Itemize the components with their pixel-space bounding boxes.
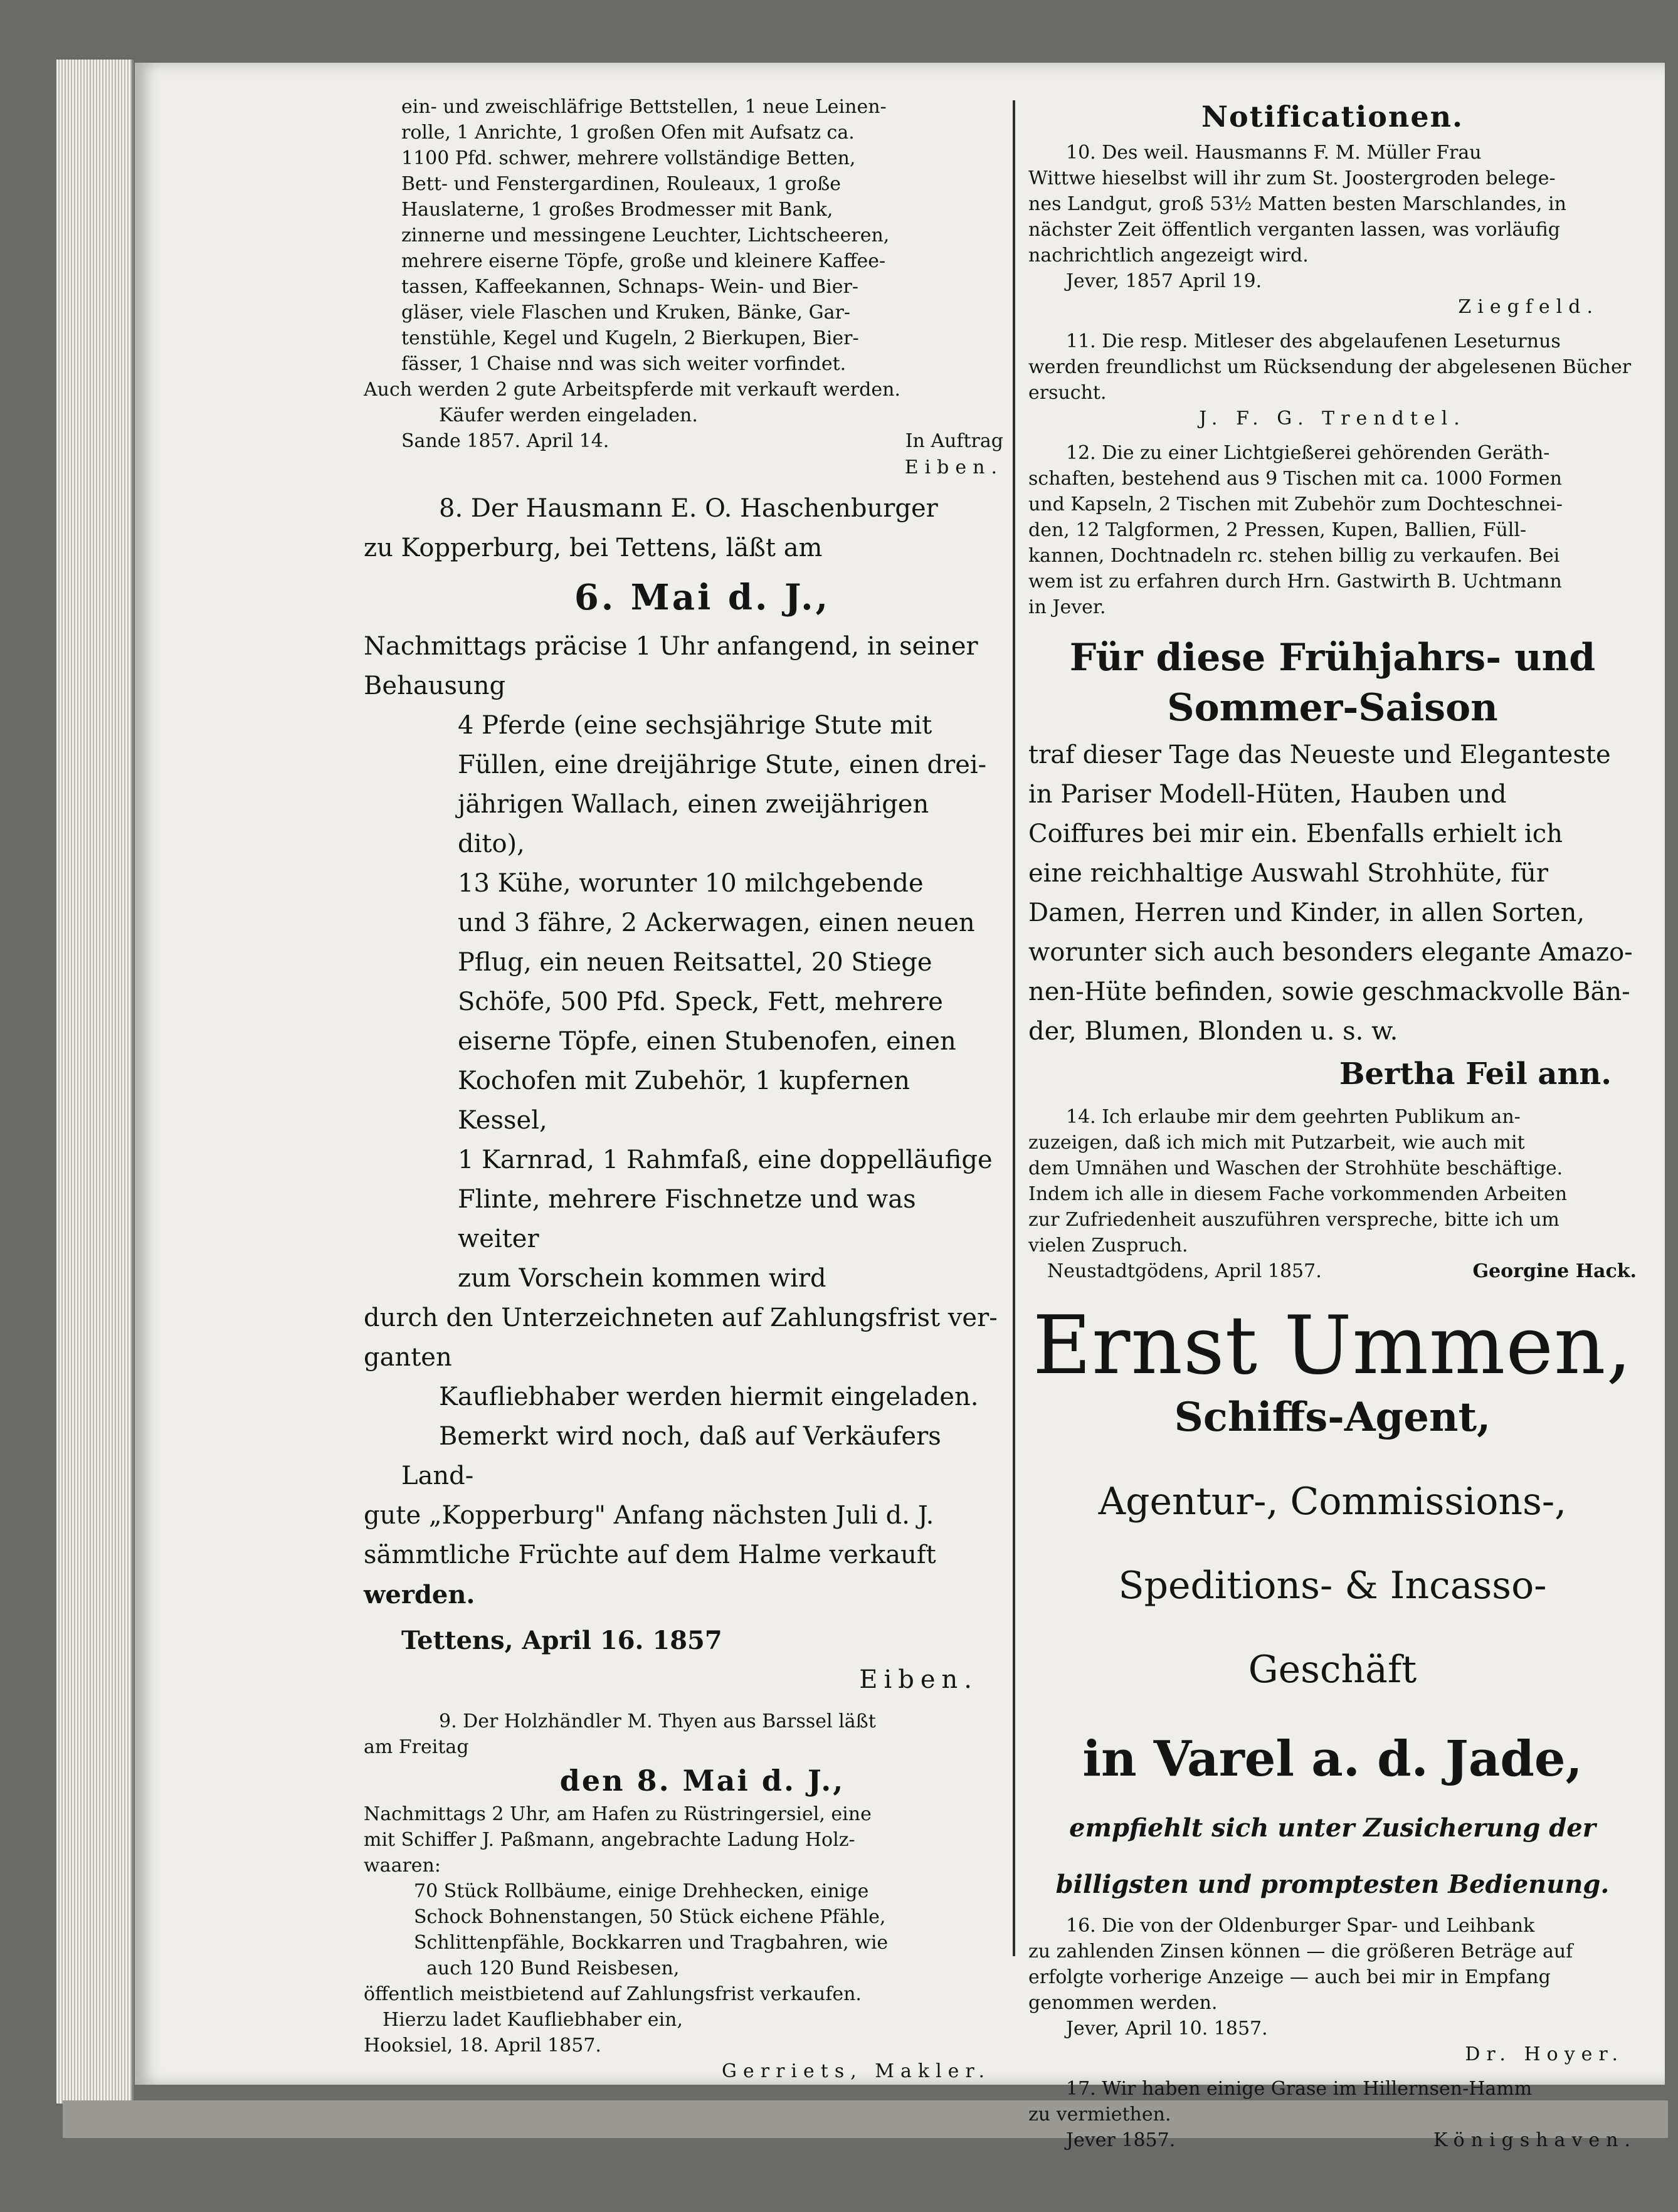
ad-intro: am Freitag — [364, 1736, 469, 1758]
ad-9 — [364, 1709, 1003, 2084]
text-line: ersucht. — [1028, 382, 1107, 404]
item-line: Schlittenpfähle, Bockkarren und Tragbahren, wie — [414, 1932, 889, 1954]
text-line: Wittwe hieselbst will ihr zum St. Joostergroden belege- — [1028, 167, 1556, 189]
ad-11 — [1028, 329, 1637, 431]
text-line: erfolgte vorherige Anzeige — auch bei mir in Empfang — [1028, 1966, 1551, 1988]
text-line: worunter sich auch besonders elegante Amazo- — [1028, 938, 1633, 967]
item-line: 1 Karnrad, 1 Rahmfaß, eine doppelläufige — [458, 1146, 993, 1174]
ad-14 — [1028, 1104, 1637, 1285]
place-date: Jever, 1857 April 19. — [1066, 270, 1262, 292]
text-line: werden freundlichst um Rücksendung der abgelesenen Bücher — [1028, 356, 1632, 378]
ad-16 — [1028, 1913, 1637, 2067]
services-line: Speditions- & Incasso- — [1118, 1564, 1547, 1608]
signature: Eiben. — [904, 456, 1003, 478]
text-line: tenstühle, Kegel und Kugeln, 2 Bierkupen, Bier- — [401, 327, 859, 349]
text-line: ein- und zweischläfrige Bettstellen, 1 neue Leinen- — [401, 96, 887, 118]
ad-17 — [1028, 2076, 1637, 2154]
text-line: 1100 Pfd. schwer, mehrere vollständige Betten, — [401, 147, 856, 169]
item-line: Pflug, ein neuen Reitsattel, 20 Stiege — [458, 948, 932, 977]
text-line: nächster Zeit öffentlich verganten lassen, was vorläufig — [1028, 219, 1560, 241]
text-line: zinnerne und messingene Leuchter, Lichtscheeren, — [401, 224, 890, 246]
text-line: zu zahlenden Zinsen können — die größeren Beträge auf — [1028, 1941, 1573, 1962]
place-date: Jever 1857. — [1066, 2129, 1176, 2151]
item-line: Schöfe, 500 Pfd. Speck, Fett, mehrere — [458, 988, 943, 1016]
ad-7-body — [364, 94, 1003, 480]
item-line: 13 Kühe, worunter 10 milchgebende — [458, 869, 924, 898]
place-date: Neustadtgödens, April 1857. — [1047, 1260, 1322, 1282]
signature: Gerriets, Makler. — [722, 2060, 991, 2082]
tagline: billigsten und promptesten Bedienung. — [1055, 1870, 1610, 1899]
invite-line: Kaufliebhaber werden hiermit eingeladen. — [439, 1382, 979, 1411]
company-role: Schiffs-Agent, — [1174, 1394, 1491, 1441]
note-line: Bemerkt wird noch, daß auf Verkäufers Land- — [401, 1422, 941, 1490]
text-line: vielen Zuspruch. — [1028, 1235, 1188, 1256]
auction-time: Nachmittags präcise 1 Uhr anfangend, in seiner — [364, 632, 978, 661]
text-line: genommen werden. — [1028, 1992, 1218, 2014]
item-line: 4 Pferde (eine sechsjährige Stute mit — [458, 711, 932, 740]
services-line: Agentur-, Commissions-, — [1098, 1480, 1567, 1524]
signature: Königshaven. — [1433, 2129, 1637, 2151]
auction-date: 6. Mai d. J., — [574, 577, 831, 618]
text-line: 17. Wir haben einige Grase im Hillernsen-Hamm — [1066, 2078, 1533, 2100]
text-line: den, 12 Talgformen, 2 Pressen, Kupen, Ballien, Füll- — [1028, 519, 1527, 541]
invite-line: Hierzu ladet Kaufliebhaber ein, — [383, 2009, 683, 2031]
ad-intro: zu Kopperburg, bei Tettens, läßt am — [364, 534, 823, 562]
sale-terms: öffentlich meistbietend auf Zahlungsfrist verkaufen. — [364, 1983, 862, 2005]
text-line: Auch werden 2 gute Arbeitspferde mit verkauft werden. — [364, 379, 900, 401]
text-line: zur Zufriedenheit auszuführen verspreche, bitte ich um — [1028, 1209, 1559, 1231]
signature: Dr. Hoyer. — [1465, 2043, 1624, 2065]
text-line: wem ist zu erfahren durch Hrn. Gastwirth B. Uchtmann — [1028, 571, 1562, 592]
item-line: Schock Bohnenstangen, 50 Stück eichene Pfähle, — [414, 1906, 886, 1928]
text-line: traf dieser Tage das Neueste und Eleganteste — [1028, 740, 1611, 769]
place-date-row — [401, 428, 1003, 455]
ad-headline: Für diese Frühjahrs- und — [1069, 636, 1596, 680]
text-line: nen-Hüte befinden, sowie geschmackvolle Bän- — [1028, 977, 1630, 1006]
left-column — [364, 94, 1003, 2084]
text-line: mehrere eiserne Töpfe, große und kleinere Kaffee- — [401, 250, 886, 272]
signature: Eiben. — [859, 1665, 978, 1694]
text-line: Nachmittags 2 Uhr, am Hafen zu Rüstringersiel, eine — [364, 1803, 872, 1825]
signature: Ziegfeld. — [1458, 296, 1599, 318]
item-line: Füllen, eine dreijährige Stute, einen drei- — [458, 750, 987, 779]
item-line: Flinte, mehrere Fischnetze und was weiter — [458, 1185, 916, 1253]
text-line: gläser, viele Flaschen und Kruken, Bänke, Gar- — [401, 302, 850, 324]
text-line: zu vermiethen. — [1028, 2104, 1171, 2125]
signature: Georgine Hack. — [1472, 1260, 1637, 1282]
item-line: Kochofen mit Zubehör, 1 kupfernen Kessel, — [458, 1066, 910, 1135]
text-line: fässer, 1 Chaise nnd was sich weiter vorfindet. — [401, 353, 847, 375]
auftrag-label: In Auftrag — [905, 430, 1003, 452]
text-line: eine reichhaltige Auswahl Strohhüte, für — [1028, 859, 1548, 888]
note-line: sämmtliche Früchte auf dem Halme verkauft — [364, 1540, 936, 1569]
item-line: jährigen Wallach, einen zweijährigen dito), — [458, 790, 929, 858]
section-heading: Notificationen. — [1201, 100, 1464, 134]
text-line: in Jever. — [1028, 596, 1106, 618]
company-location: in Varel a. d. Jade, — [1082, 1730, 1583, 1788]
place-date-row — [1028, 2127, 1637, 2154]
text-line: 16. Die von der Oldenburger Spar- und Leihbank — [1066, 1915, 1535, 1937]
column-divider — [1013, 100, 1015, 1956]
text-line: Damen, Herren und Kinder, in allen Sorten, — [1028, 898, 1585, 927]
ad-10 — [1028, 140, 1637, 320]
text-line: waaren: — [364, 1855, 441, 1877]
text-line: dem Umnähen und Waschen der Strohhüte beschäftige. — [1028, 1157, 1563, 1179]
company-name: Ernst Ummen, — [1032, 1299, 1633, 1393]
ad-intro: 9. Der Holzhändler M. Thyen aus Barssel läßt — [439, 1710, 876, 1732]
place-date: Hooksiel, 18. April 1857. — [364, 2035, 601, 2057]
item-line: eiserne Töpfe, einen Stubenofen, einen — [458, 1027, 956, 1056]
text-line: und Kapseln, 2 Tischen mit Zubehör zum Dochteschnei- — [1028, 493, 1563, 515]
text-line: rolle, 1 Anrichte, 1 großen Ofen mit Aufsatz ca. — [401, 122, 855, 144]
signature: J. F. G. Trendtel. — [1199, 408, 1466, 429]
text-line: Hauslaterne, 1 großes Brodmesser mit Bank, — [401, 199, 833, 221]
right-column — [1028, 97, 1637, 2154]
sale-terms: durch den Unterzeichneten auf Zahlungsfrist ver- — [364, 1304, 998, 1332]
item-line: und 3 fähre, 2 Ackerwagen, einen neuen — [458, 908, 975, 937]
ad-8 — [364, 489, 1003, 1700]
text-line: Coiffures bei mir ein. Ebenfalls erhielt ich — [1028, 819, 1563, 848]
text-line: der, Blumen, Blonden u. s. w. — [1028, 1017, 1398, 1046]
place-date: Jever, April 10. 1857. — [1066, 2018, 1268, 2040]
text-line: kannen, Dochtnadeln rc. stehen billig zu verkaufen. Bei — [1028, 545, 1560, 567]
book-page-edges — [56, 60, 134, 2104]
ad-ernst-ummen — [1028, 1299, 1637, 1900]
text-line: Indem ich alle in diesem Fache vorkommenden Arbeiten — [1028, 1183, 1568, 1205]
auction-time: Behausung — [364, 672, 506, 700]
place-date: Sande 1857. April 14. — [401, 430, 609, 452]
text-line: zuzeigen, daß ich mich mit Putzarbeit, wie auch mit — [1028, 1132, 1525, 1154]
ad-fruehjahr-saison — [1028, 635, 1637, 1092]
text-line: Bett- und Fenstergardinen, Rouleaux, 1 große — [401, 173, 842, 195]
place-date: Tettens, April 16. 1857 — [401, 1626, 722, 1655]
text-line: 14. Ich erlaube mir dem geehrten Publikum an- — [1066, 1106, 1521, 1128]
item-line: 70 Stück Rollbäume, einige Drehhecken, einige — [414, 1880, 869, 1902]
text-line: tassen, Kaffeekannen, Schnaps- Wein- und Bier- — [401, 276, 858, 298]
ad-12 — [1028, 440, 1637, 620]
auction-date: den 8. Mai d. J., — [559, 1764, 845, 1798]
ad-headline: Sommer-Saison — [1167, 686, 1498, 730]
signature: Bertha Feil ann. — [1339, 1056, 1612, 1092]
place-date-row — [1028, 1258, 1637, 1285]
text-line: 12. Die zu einer Lichtgießerei gehörenden Geräth- — [1066, 442, 1550, 464]
sale-terms: ganten — [364, 1343, 452, 1372]
text-line: 11. Die resp. Mitleser des abgelaufenen Leseturnus — [1066, 330, 1561, 352]
note-line: werden. — [364, 1580, 475, 1609]
item-line: auch 120 Bund Reisbesen, — [426, 1957, 680, 1979]
tagline: empfiehlt sich unter Zusicherung der — [1069, 1813, 1596, 1843]
text-line: Käufer werden eingeladen. — [439, 404, 698, 426]
text-line: mit Schiffer J. Paßmann, angebrachte Ladung Holz- — [364, 1829, 855, 1851]
text-line: nes Landgut, groß 53½ Matten besten Marschlandes, in — [1028, 193, 1566, 215]
item-line: zum Vorschein kommen wird — [458, 1264, 826, 1293]
text-line: nachrichtlich angezeigt wird. — [1028, 245, 1309, 266]
ad-intro: 8. Der Hausmann E. O. Haschenburger — [439, 494, 938, 523]
text-line: in Pariser Modell-Hüten, Hauben und — [1028, 780, 1507, 809]
note-line: gute „Kopperburg" Anfang nächsten Juli d. J. — [364, 1501, 934, 1530]
text-line: 10. Des weil. Hausmanns F. M. Müller Frau — [1066, 142, 1482, 164]
services-line: Geschäft — [1248, 1648, 1417, 1692]
text-line: schaften, bestehend aus 9 Tischen mit ca. 1000 Formen — [1028, 468, 1562, 490]
